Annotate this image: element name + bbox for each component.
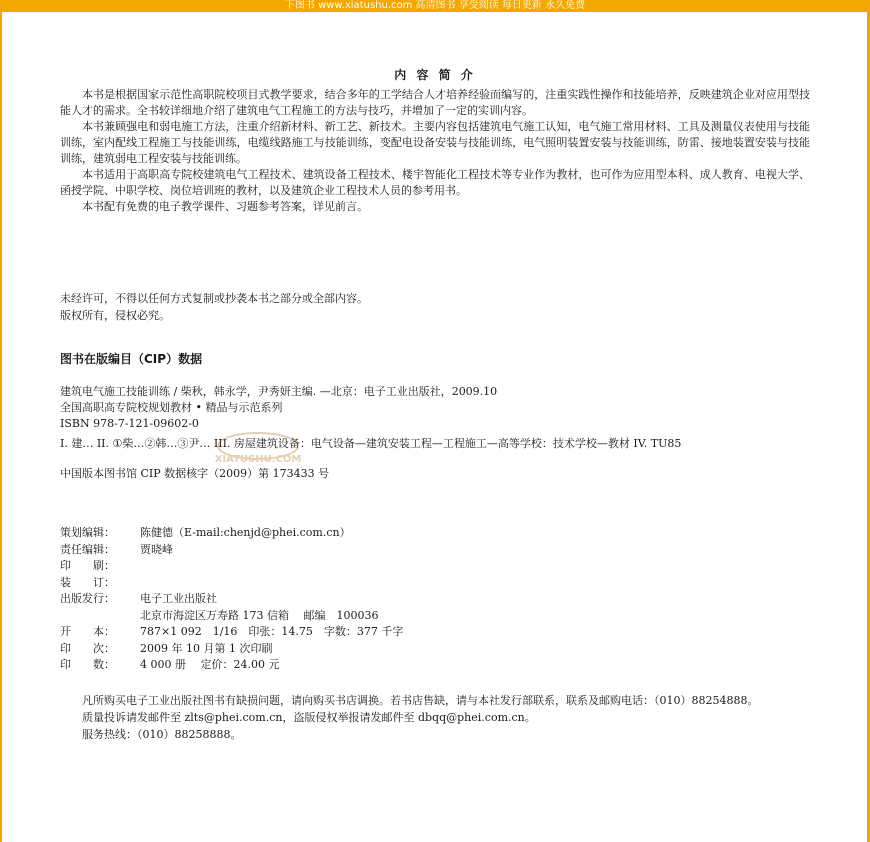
cip-heading: 图书在版编目（CIP）数据	[60, 352, 203, 366]
summary-paragraph: 本书兼顾强电和弱电施工方法，注重介绍新材料、新工艺、新技术。主要内容包括建筑电气施工认知，电气施工常用材料、工具及测量仪表使用与技能训练，室内配线工程施工与技能训练，电缆线路施工与技能训练，变配电设备安装与技能训练，电气照明装置安装与技能训练，防雷、接地装置安装与技能训练，建筑弱电工程安装与技能训练。	[60, 120, 810, 165]
summary-paragraph: 本书适用于高职高专院校建筑电气工程技术、建筑设备工程技术、楼宇智能化工程技术等专业作为教材，也可作为应用型本科、成人教育、电视大学、函授学院、中职学校、岗位培训班的教材，以及建筑企业工程技术人员的参考用书。	[60, 168, 810, 197]
imprint-value: 电子工业出版社	[140, 592, 217, 605]
imprint-row	[60, 641, 810, 658]
cip-series-line: 全国高职高专院校规划教材 • 精品与示范系列	[60, 401, 283, 414]
left-edge-stripe	[0, 12, 2, 842]
cip-block	[60, 384, 810, 482]
imprint-value: 2009 年 10 月第 1 次印刷	[140, 641, 273, 655]
imprint-value: 4 000 册 定价：24.00 元	[140, 658, 280, 671]
imprint-row	[60, 575, 810, 592]
cip-isbn: ISBN 978-7-121-09602-0	[60, 417, 199, 430]
imprint-value: 陈健德（E-mail:chenjd@phei.com.cn）	[140, 526, 351, 539]
summary-section	[60, 66, 810, 215]
imprint-block	[60, 525, 810, 674]
imprint-value: 787×1 092 1/16 印张：14.75 字数：377 千字	[140, 625, 404, 638]
imprint-label: 策划编辑：	[60, 526, 115, 539]
cip-title-line: 建筑电气施工技能训练 / 柴秋，韩永学，尹秀妍主编. —北京：电子工业出版社，2009.10	[60, 385, 498, 398]
imprint-value	[140, 558, 810, 575]
imprint-value: 贾晓峰	[140, 542, 173, 556]
imprint-row	[60, 608, 810, 625]
imprint-row	[60, 558, 810, 575]
copyright-line-1: 未经许可，不得以任何方式复制或抄袭本书之部分或全部内容。	[60, 292, 368, 305]
summary-paragraph: 本书是根据国家示范性高职院校项目式教学要求，结合多年的工学结合人才培养经验而编写的，注重实践性操作和技能培养，反映建筑企业对应用型技能人才的需求。全书较详细地介绍了建筑电气工程施工的方法与技巧，并增加了一定的实训内容。	[60, 88, 810, 117]
imprint-value: 北京市海淀区万寿路 173 信箱 邮编 100036	[140, 608, 379, 622]
cip-classification: I. 建… II. ①柴…②韩…③尹… III. 房屋建筑设备：电气设备—建筑安装工程—工程施工—高等学校：技术学校—教材 IV. TU85	[60, 437, 682, 450]
copyright-notice	[60, 290, 810, 324]
imprint-row	[60, 542, 810, 559]
imprint-label: 印 刷：	[60, 559, 115, 572]
imprint-label: 印 数：	[60, 658, 115, 671]
footer-complaint-line: 质量投诉请发邮件至 zlts@phei.com.cn，盗版侵权举报请发邮件至 dbqq@phei.com.cn。	[82, 711, 536, 724]
copyright-line-2: 版权所有，侵权必究。	[60, 309, 170, 322]
site-banner	[0, 0, 870, 12]
watermark-text: XIATUSHU.COM	[214, 454, 302, 465]
imprint-row	[60, 624, 810, 641]
imprint-label: 责任编辑：	[60, 542, 115, 556]
summary-title: 内 容 简 介	[394, 68, 476, 82]
footer-notice	[60, 692, 810, 743]
imprint-label: 印 次：	[60, 641, 115, 655]
imprint-label	[60, 608, 140, 625]
footer-purchase-line: 凡所购买电子工业出版社图书有缺损问题，请向购买书店调换。若书店售缺，请与本社发行部联系，联系及邮购电话：（010）88254888。	[82, 694, 759, 707]
site-banner-text: 下图书 www.xiatushu.com 高清图书 享受阅读 每日更新 永久免费	[284, 0, 586, 11]
cip-data-number: 中国版本图书馆 CIP 数据核字（2009）第 173433 号	[60, 467, 330, 480]
footer-hotline: 服务热线：（010）88258888。	[82, 728, 242, 741]
imprint-row	[60, 657, 810, 674]
imprint-row	[60, 525, 810, 542]
imprint-label: 开 本：	[60, 625, 115, 638]
imprint-row	[60, 591, 810, 608]
imprint-label: 装 订：	[60, 575, 115, 589]
summary-paragraph: 本书配有免费的电子教学课件、习题参考答案，详见前言。	[82, 200, 368, 213]
imprint-value	[140, 575, 810, 592]
imprint-label: 出版发行：	[60, 592, 115, 605]
